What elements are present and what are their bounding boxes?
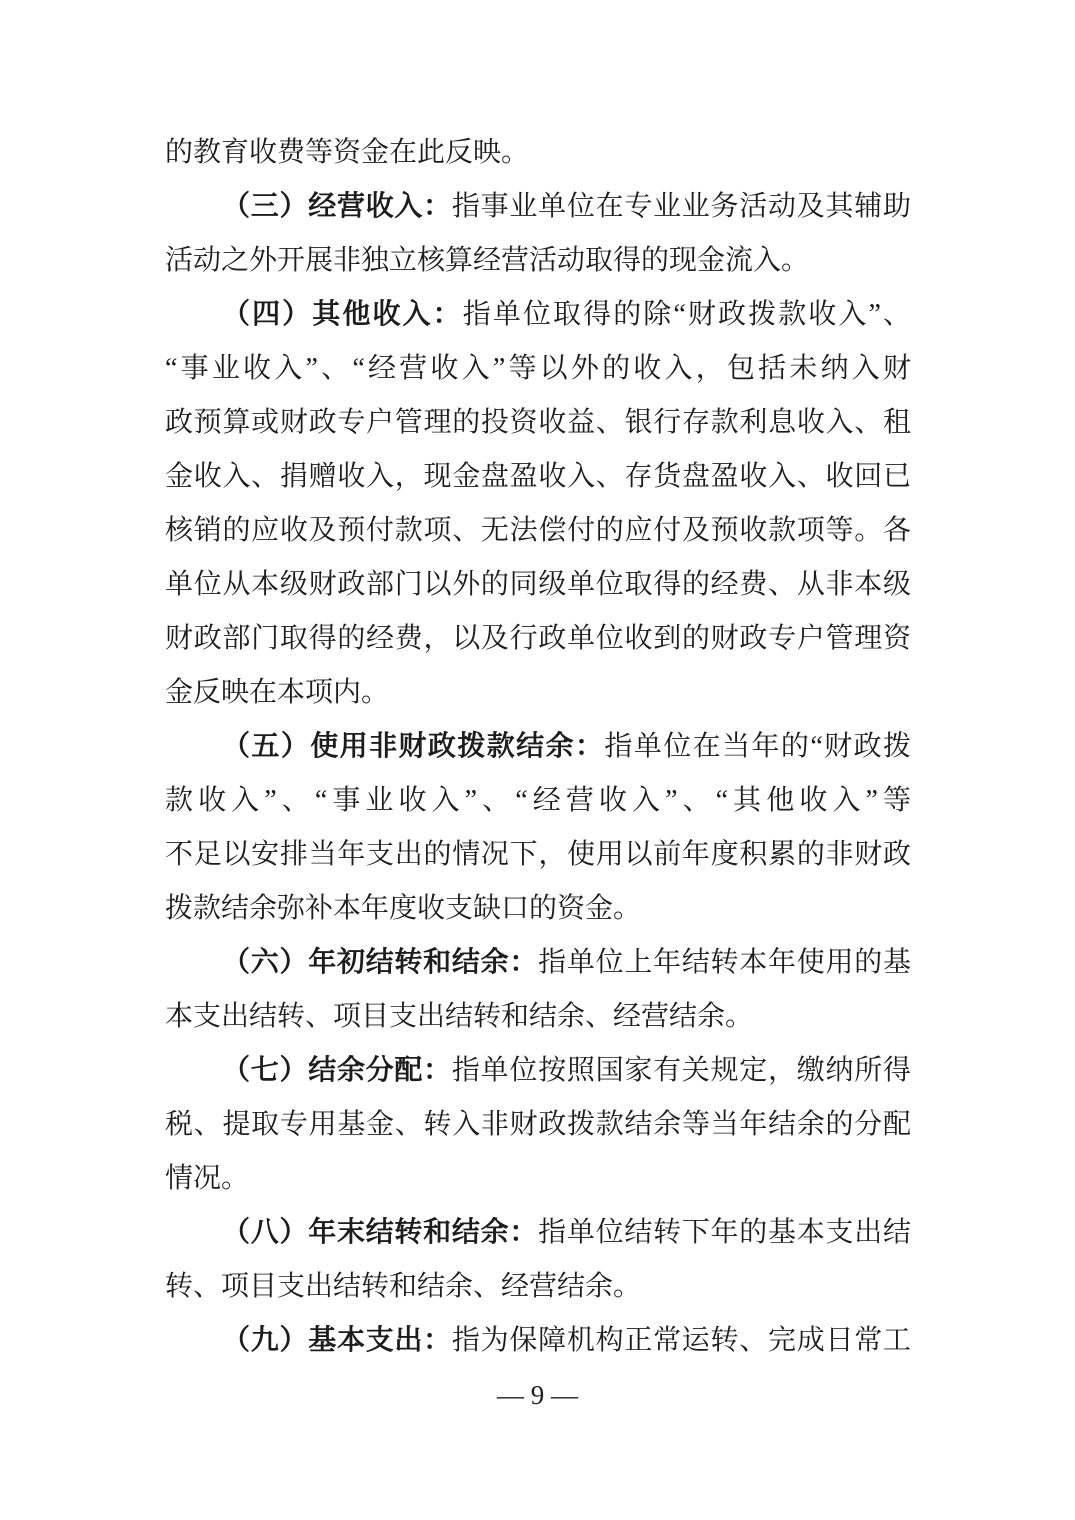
term-heading: （八）年末结转和结余： [222,1217,539,1248]
text-line: 款收入”、“事业收入”、“经营收入”、“其他收入”等 [165,785,911,816]
text-line: （五）使用非财政拨款结余：指单位在当年的“财政拨 [222,731,911,762]
text-line: “事业收入”、“经营收入”等以外的收入，包括未纳入财 [165,353,911,384]
text-line: 情况。 [165,1163,250,1194]
term-heading: （五）使用非财政拨款结余： [222,731,605,762]
page-number: — 9 — [497,1380,578,1410]
text-line: 不足以安排当年支出的情况下，使用以前年度积累的非财政 [165,839,911,870]
text-line: （四）其他收入：指单位取得的除“财政拨款收入”、 [222,299,911,330]
text-line: 本支出结转、项目支出结转和结余、经营结余。 [165,1001,754,1032]
text-line: （六）年初结转和结余：指单位上年结转本年使用的基 [222,947,911,978]
text-line: （九）基本支出：指为保障机构正常运转、完成日常工 [222,1325,911,1356]
term-heading: （九）基本支出： [222,1325,452,1356]
text-line: 金收入、捐赠收入，现金盘盈收入、存货盘盈收入、收回已 [165,461,911,492]
text-line: 核销的应收及预付款项、无法偿付的应付及预收款项等。各 [165,515,911,546]
text-line: 金反映在本项内。 [165,677,390,708]
text-line: 税、提取专用基金、转入非财政拨款结余等当年结余的分配 [165,1109,911,1140]
term-heading: （六）年初结转和结余： [222,947,539,978]
text-line: 拨款结余弥补本年度收支缺口的资金。 [165,893,642,924]
term-heading: （三）经营收入： [222,191,452,222]
text-line: 财政部门取得的经费，以及行政单位收到的财政专户管理资 [165,623,911,654]
document-body [165,126,911,1368]
text-line: 政预算或财政专户管理的投资收益、银行存款利息收入、租 [165,407,911,438]
text-line: （三）经营收入：指事业单位在专业业务活动及其辅助 [222,191,911,222]
text-line: （七）结余分配：指单位按照国家有关规定，缴纳所得 [222,1055,911,1086]
page-footer [0,1368,1075,1422]
text-line: 的教育收费等资金在此反映。 [165,137,530,168]
text-line: 活动之外开展非独立核算经营活动取得的现金流入。 [165,245,810,276]
text-line: 转、项目支出结转和结余、经营结余。 [165,1271,642,1302]
term-heading: （七）结余分配： [222,1055,452,1086]
term-heading: （四）其他收入： [222,299,463,330]
text-line: （八）年末结转和结余：指单位结转下年的基本支出结 [222,1217,911,1248]
text-line: 单位从本级财政部门以外的同级单位取得的经费、从非本级 [165,569,911,600]
